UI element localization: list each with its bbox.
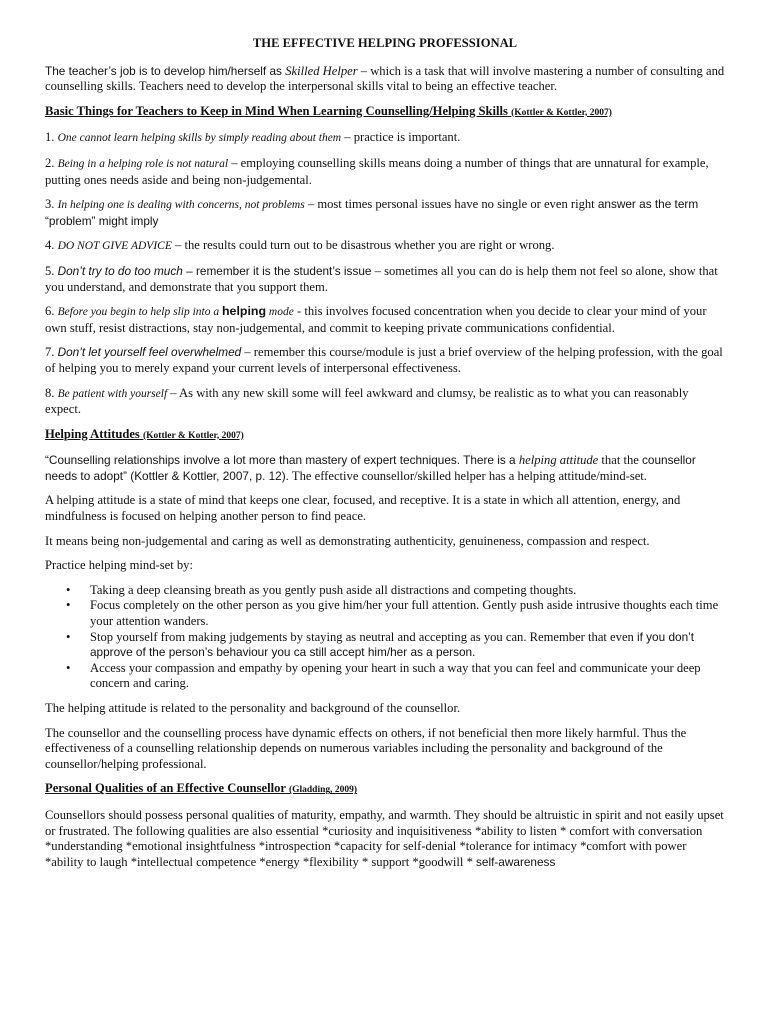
basic-item-2 [45,156,725,188]
basic-things-heading-text: Basic Things for Teachers to Keep in Mind When Learning Counselling/Helping Skills [45,103,508,118]
item-rest-a: – most times personal issues have no single or even right [304,197,598,212]
bullet-icon: • [66,660,71,675]
qualities-self-awareness: self-awareness [476,854,556,869]
item-rest-b: – sometimes all you can do is help them not feel so alone, show that you understand, and demonstrate that you support them. [45,263,718,294]
quote-text-d: counsellor needs to adopt” (Kottler & Kottler, 2007, p. 12). [45,453,696,483]
item-lead: Be patient with yourself [57,387,168,400]
item-lead: Being in a helping role is not natural [57,157,229,170]
item-number: 8. [45,385,58,400]
item-lead-2: mode [266,306,294,319]
item-number: 4. [45,238,58,253]
quote-text-e: The effective counsellor/skilled helper has a helping attitude/mind-set. [288,468,647,483]
item-number: 5. [45,263,58,278]
basic-things-heading [45,104,725,122]
bullet-text: Taking a deep cleansing breath as you gently push aside all distractions and competing thoughts. [90,582,577,597]
intro-paragraph [45,64,725,95]
item-rest: – practice is important. [341,130,461,145]
basic-item-4 [45,238,725,255]
item-number: 6. [45,304,58,319]
personal-qualities-cite: (Gladding, 2009) [288,785,358,796]
basic-item-3 [45,197,725,229]
bullet-text-b: if you don’t approve of the person’s behaviour you ca still accept him/her as a person [90,629,695,660]
list-item [66,598,725,629]
item-lead: DO NOT GIVE ADVICE [57,240,172,253]
personal-qualities-para [45,808,725,870]
item-bold-helping: helping [221,304,267,319]
intro-text-c: – which is a task that will involve mastering a number of consulting and counselling skills. Teachers need to develop the interpersonal skills vital to being an effective teacher. [45,63,725,94]
quote-text-c: that the [598,453,642,468]
item-lead: Before you begin to help slip into a [57,306,222,319]
item-rest: – As with any new skill some will feel awkward and clumsy, be realistic as to what you can reasonably expect. [45,385,689,417]
helping-attitude-para-3: The helping attitude is related to the personality and background of the counsellor. [45,701,461,715]
bullet-text-c: . [472,645,476,660]
helping-attitude-para-2: It means being non-judgemental and caring as well as demonstrating authenticity, genuineness, compassion and respect. [45,533,650,548]
bullet-text: Focus completely on the other person as you give him/her your full attention. Gently push aside intrusive thoughts each time your attention wanders. [90,598,719,629]
item-rest-a: – remember it is the student’s issue [182,263,372,278]
item-lead: One cannot learn helping skills by simply reading about them [57,132,342,145]
item-lead: In helping one is dealing with concerns, not problems [57,199,305,212]
basic-item-6 [45,304,725,336]
bullet-text: Stop yourself from making judgements by staying as neutral and accepting as you can. Remember that even [90,629,637,644]
list-item [66,629,725,661]
personal-qualities-heading [45,781,725,799]
quote-text-a: “Counselling relationships involve a lot more than mastery of expert techniques. There is a [45,453,519,468]
intro-skilled-helper: Skilled Helper [285,63,358,78]
practice-bullet-list [45,583,725,692]
item-lead: Don’t let yourself feel overwhelmed [57,345,242,360]
helping-attitude-para-4: The counsellor and the counselling process have dynamic effects on others, if not beneficial then more likely harmful. Thus the effectiveness of a counselling relationship depends on numerous variables including the personality and background of the counsellor/helping professional. [45,725,687,771]
bullet-text: Access your compassion and empathy by opening your heart in such a way that you can feel and communicate your deep concern and caring. [90,660,701,691]
item-rest: - this involves focused concentration when you decide to clear your mind of your own stuff, resist distractions, stay non-judgemental, and commit to keeping private communications confidential. [45,304,707,335]
item-lead: Don’t try to do too much [57,263,183,278]
qualities-text: Counsellors should possess personal qualities of maturity, empathy, and warmth. They should be altruistic in spirit and not easily upset or frustrated. The following qualities are also essential *curiosity and inquisitiveness *ability to listen * comfort with conversation *understanding *emotional insightfulness *introspection *capacity for self-denial *tolerance for intimacy *comfort with power *ability to laugh *intellectual competence *energy *flexibility * support *goodwill * [45,807,724,869]
bullet-icon: • [66,598,71,613]
bullet-icon: • [66,582,71,597]
basic-item-7 [45,345,725,376]
list-item [66,660,725,692]
helping-attitudes-cite: (Kottler & Kottler, 2007) [142,430,244,441]
item-rest-b: answer as the term “problem” might imply [45,197,699,228]
helping-attitudes-heading-text: Helping Attitudes [45,426,140,441]
page-title: THE EFFECTIVE HELPING PROFESSIONAL [252,36,518,50]
helping-attitude-para-1: A helping attitude is a state of mind that keeps one clear, focused, and receptive. It is a state in which all attention, energy, and mindfulness is focused on helping another person to find peace. [45,493,681,524]
basic-item-1 [45,130,725,147]
list-item [66,582,725,599]
personal-qualities-heading-text: Personal Qualities of an Effective Counsellor [45,781,286,796]
helping-attitudes-heading [45,427,725,445]
item-number: 7. [45,345,58,360]
item-number: 3. [45,197,58,212]
intro-text-a: The teacher’s job is to develop him/herself as [45,63,286,78]
helping-attitude-quote [45,453,725,484]
item-rest: – the results could turn out to be disastrous whether you are right or wrong. [171,238,555,253]
quote-helping-attitude: helping attitude [518,453,599,468]
basic-item-5 [45,264,725,295]
item-number: 2. [45,155,58,170]
basic-things-cite: (Kottler & Kottler, 2007) [511,107,612,118]
basic-item-8 [45,386,725,418]
document-page [45,36,725,879]
item-rest: – employing counselling skills means doing a number of things that are unnatural for example, putting ones needs aside and being non-judgemental. [45,155,709,187]
bullet-icon: • [66,629,71,644]
practice-lead: Practice helping mind-set by: [45,558,193,573]
item-rest: – remember this course/module is just a brief overview of the helping profession, with the goal of helping you to merely expand your current levels of interpersonal effectiveness. [45,345,723,375]
item-number: 1. [45,130,58,145]
